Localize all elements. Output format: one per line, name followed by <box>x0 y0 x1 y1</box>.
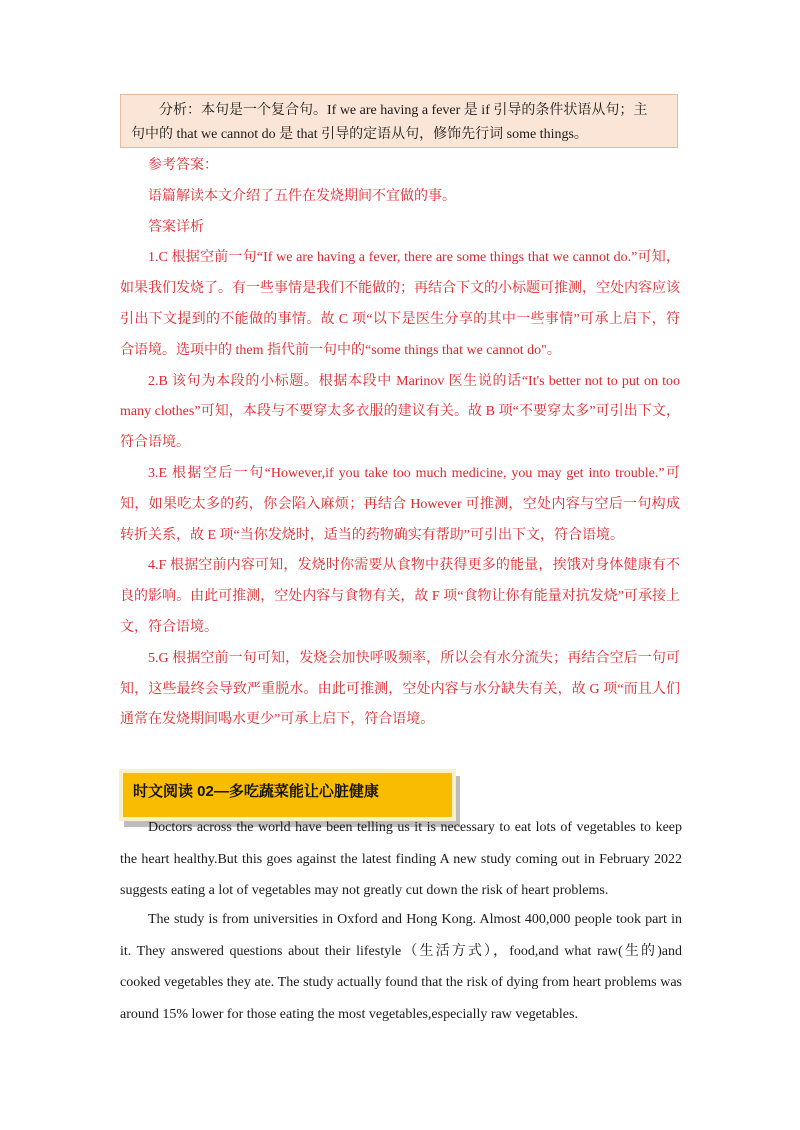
article-paragraph-2: The study is from universities in Oxford and Hong Kong. Almost 400,000 people took part in it. They answered questions about their lifestyle（生活方式），food,and what raw(生的)and cooked vegetables they ate. The study actually found that the risk of dying from heart problems was around 15% lower for those eating the most vegetables,especially raw vegetables. <box>120 912 682 1022</box>
answer-section <box>120 151 680 736</box>
analysis-box <box>120 94 678 148</box>
answer-item-3: 3.E 根据空后一句“However,if you take too much medicine, you may get into trouble.”可知，如果吃太多的药，你会陷入麻烦；再结合 However 可推测，空处内容与空后一句构成转折关系，故 E 项“当你发烧时，适当的药物确实有帮助”可引出下文，符合语境。 <box>120 465 680 543</box>
reference-answer-label: 参考答案： <box>148 158 218 173</box>
article-paragraph-1: Doctors across the world have been telling us it is necessary to eat lots of vegetables to keep the heart healthy.But this goes against the latest finding A new study coming out in February 2022 suggests eating a lot of vegetables may not greatly cut down the risk of heart problems. <box>120 820 682 899</box>
analysis-line-1: 分析：本句是一个复合句。If we are having a fever 是 if 引导的条件状语从句；主 <box>159 103 648 118</box>
reading-summary: 语篇解读本文介绍了五件在发烧期间不宜做的事。 <box>148 188 456 204</box>
answer-item-4: 4.F 根据空前内容可知，发烧时你需要从食物中获得更多的能量，挨饿对身体健康有不良的影响。由此可推测，空处内容与食物有关，故 F 项“食物让你有能量对抗发烧”可承接上文，符合语境。 <box>120 558 680 635</box>
answer-detail-label: 答案详析 <box>148 219 204 235</box>
answer-item-5: 5.G 根据空前一句可知，发烧会加快呼吸频率，所以会有水分流失；再结合空后一句可知，这些最终会导致严重脱水。由此可推测，空处内容与水分缺失有关，故 G 项“而且人们通常在发烧期间喝水更少”可承上启下，符合语境。 <box>120 650 680 728</box>
answer-item-1: 1.C 根据空前一句“If we are having a fever, there are some things that we cannot do.”可知，如果我们发烧了。有一些事情是我们不能做的；再结合下文的小标题可推测，空处内容应该引出下文提到的不能做的事情。故 C 项“以下是医生分享的其中一些事情”可承上启下，符合语境。选项中的 them 指代前一句中的“some things that we cannot do"。 <box>120 250 680 358</box>
section-title: 时文阅读 02—多吃蔬菜能让心脏健康 <box>123 773 452 817</box>
answer-item-2: 2.B 该句为本段的小标题。根据本段中 Marinov 医生说的话“It's better not to put on too many clothes”可知，本段与不要穿太多衣服的建议有关。故 B 项“不要穿太多”可引出下文，符合语境。 <box>120 373 680 451</box>
analysis-line-2: 句中的 that we cannot do 是 that 引导的定语从句，修饰先行词 some things。 <box>131 127 588 142</box>
